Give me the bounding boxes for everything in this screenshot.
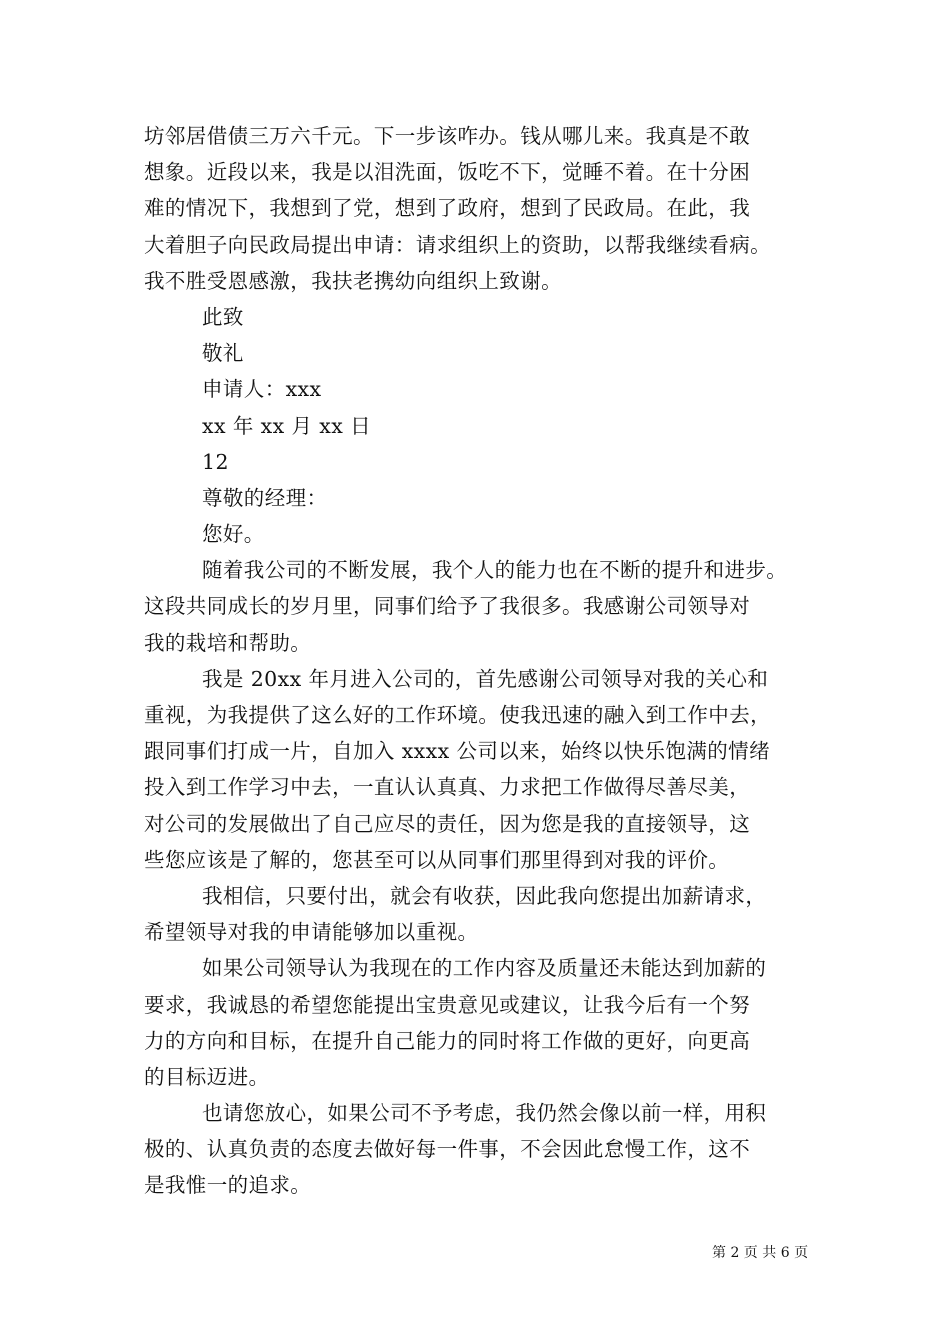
text-line: 大着胆子向民政局提出申请：请求组织上的资助，以帮我继续看病。: [144, 232, 771, 257]
text-line: 此致: [202, 304, 244, 329]
text-line: 重视，为我提供了这么好的工作环境。使我迅速的融入到工作中去，: [144, 703, 771, 727]
text-line: 申请人：xxx: [202, 377, 322, 402]
text-line: 我的栽培和帮助。: [144, 630, 312, 655]
text-line: 我不胜受恩感激，我扶老携幼向组织上致谢。: [144, 268, 562, 293]
text-line: 希望领导对我的申请能够加以重视。: [144, 920, 479, 945]
text-line: 难的情况下，我想到了党，想到了政府，想到了民政局。在此，我: [144, 196, 751, 221]
text-line: 投入到工作学习中去，一直认认真真、力求把工作做得尽善尽美，: [144, 775, 751, 800]
text-line: 这段共同成长的岁月里，同事们给予了我很多。我感谢公司领导对: [144, 594, 751, 619]
text-line: 些您应该是了解的，您甚至可以从同事们那里得到对我的评价。: [144, 847, 730, 872]
text-line: 我相信，只要付出，就会有收获，因此我向您提出加薪请求，: [202, 883, 767, 908]
page-number: 第 2 页 共 6 页: [712, 1245, 809, 1261]
text-line: 是我惟一的追求。: [144, 1173, 312, 1198]
text-line: 要求，我诚恳的希望您能提出宝贵意见或建议，让我今后有一个努: [144, 992, 751, 1017]
text-line: 敬礼: [202, 341, 244, 366]
text-line: 也请您放心，如果公司不予考虑，我仍然会像以前一样，用积: [202, 1101, 767, 1126]
document-body: [144, 118, 820, 1204]
text-line: 您好。: [202, 522, 265, 547]
text-line: 力的方向和目标，在提升自己能力的同时将工作做的更好，向更高: [144, 1028, 751, 1053]
text-line: 极的、认真负责的态度去做好每一件事，不会因此怠慢工作，这不: [144, 1137, 751, 1162]
text-line: 坊邻居借债三万六千元。下一步该咋办。钱从哪儿来。我真是不敢: [144, 124, 751, 148]
text-line: 想象。近段以来，我是以泪洗面，饭吃不下，觉睡不着。在十分困: [144, 160, 751, 185]
text-line: 随着我公司的不断发展，我个人的能力也在不断的提升和进步。: [202, 558, 788, 583]
text-line: 跟同事们打成一片，自加入 xxxx 公司以来，始终以快乐饱满的情绪: [144, 739, 770, 764]
text-line: 我是 20xx 年月进入公司的，首先感谢公司领导对我的关心和: [202, 666, 769, 691]
text-line: 12: [202, 449, 229, 474]
text-line: 如果公司领导认为我现在的工作内容及质量还未能达到加薪的: [202, 956, 767, 981]
text-line: xx 年 xx 月 xx 日: [202, 413, 372, 438]
text-line: 对公司的发展做出了自己应尽的责任，因为您是我的直接领导，这: [144, 811, 751, 836]
text-line: 的目标迈进。: [144, 1064, 270, 1089]
text-line: 尊敬的经理：: [202, 485, 328, 510]
